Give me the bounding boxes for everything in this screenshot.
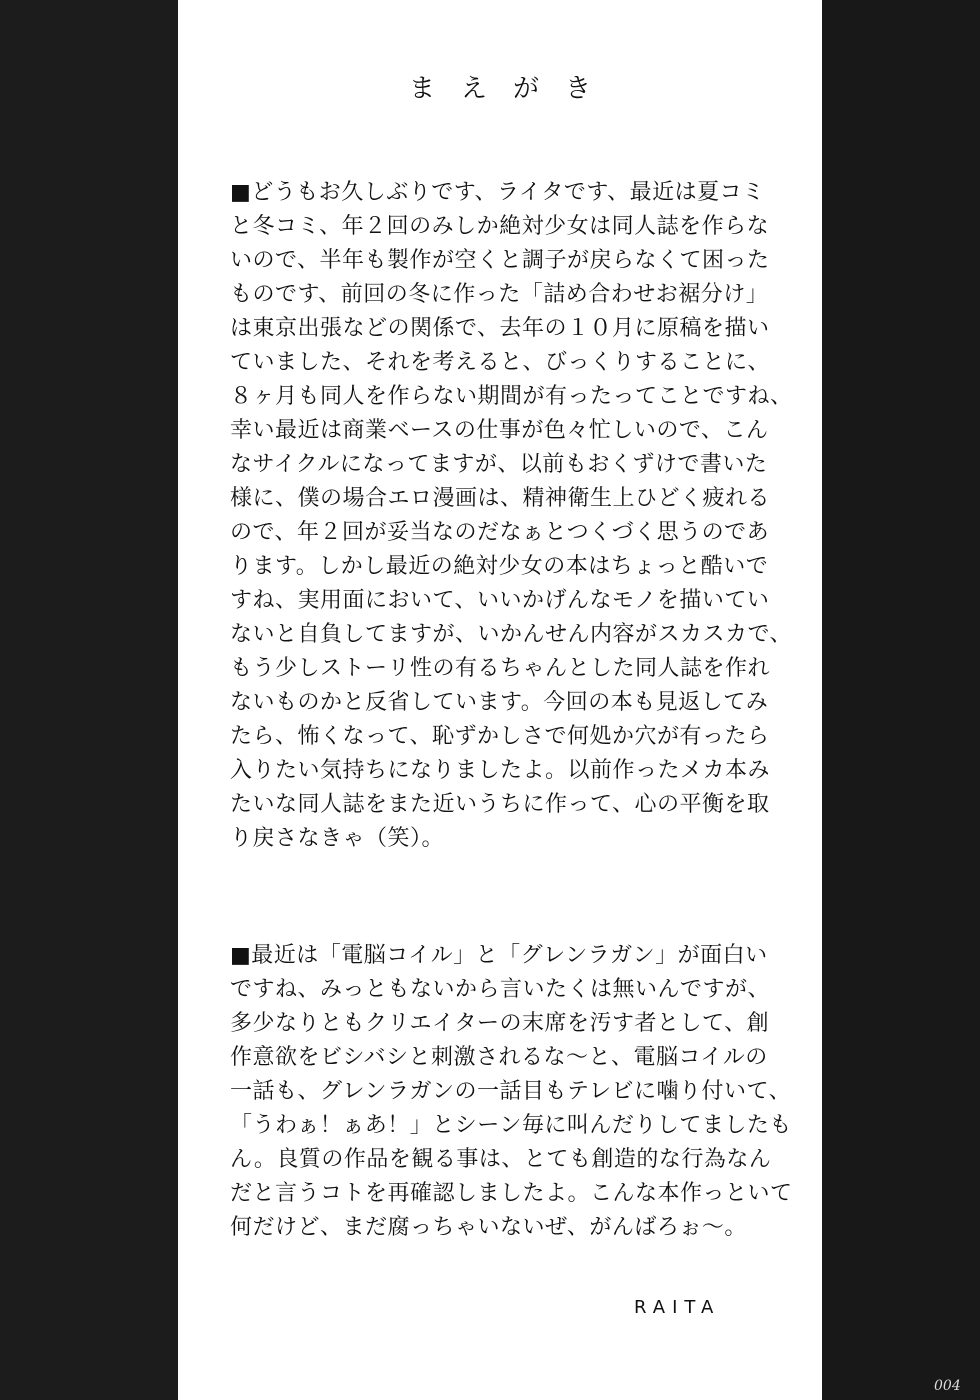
text-line: ります。しかし最近の絶対少女の本はちょっと酷いで [230,554,769,579]
text-line: り戻さなきゃ（笑）。 [230,826,445,851]
text-line: 作意欲をビシバシと刺激されるな～と、電脳コイルの [230,1045,768,1070]
text-line: ないものかと反省しています。今回の本も見返してみ [230,690,769,715]
text-line: もう少しストーリ性の有るちゃんとした同人誌を作れ [230,656,771,681]
text-line: ていました、それを考えると、びっくりすることに、 [230,350,771,375]
paragraph-2 [230,939,793,1245]
paragraph-1 [230,176,793,856]
text-line: 一話も、グレンラガンの一話目もテレビに噛り付いて、 [230,1079,792,1104]
text-line: いので、半年も製作が空くと調子が戻らなくて困った [230,248,770,273]
text-line: ですね、みっともないから言いたくは無いんですが、 [230,977,771,1002]
left-dark-border [0,0,178,1400]
text-line: ８ヶ月も同人を作らない期間が有ったってことですね、 [230,384,793,409]
text-line: ものです、前回の冬に作った「詰め合わせお裾分け」 [230,282,769,307]
text-line: と冬コミ、年２回のみしか絶対少女は同人誌を作らな [230,214,770,239]
text-line: ので、年２回が妥当なのだなぁとつくづく思うのであ [230,520,770,545]
text-line: 幸い最近は商業ベースの仕事が色々忙しいので、こん [230,418,769,443]
text-line: は東京出張などの関係で、去年の１０月に原稿を描い [230,316,770,341]
text-line: たら、怖くなって、恥ずかしさで何処か穴が有ったら [230,724,770,749]
text-line: ん。良質の作品を観る事は、とても創造的な行為なん [230,1147,772,1172]
author-signature: RAITA [634,1297,721,1318]
text-line: なサイクルになってますが、以前もおくずけで書いた [230,452,768,477]
text-line: すね、実用面において、いいかげんなモノを描いてい [230,588,770,613]
text-line: 様に、僕の場合エロ漫画は、精神衛生上ひどく疲れる [230,486,771,511]
text-line: ないと自負してますが、いかんせん内容がスカスカで、 [230,622,793,647]
text-line: ■最近は「電脳コイル」と「グレンラガン」が面白い [230,943,768,968]
right-dark-border [822,0,980,1400]
text-line: 何だけど、まだ腐っちゃいないぜ、がんばろぉ～。 [230,1215,747,1240]
text-line: 入りたい気持ちになりましたよ。以前作ったメカ本み [230,758,771,783]
page-number: 004 [934,1378,961,1394]
text-line: たいな同人誌をまた近いうちに作って、心の平衡を取 [230,792,770,817]
text-line: 多少なりともクリエイターの末席を汚す者として、創 [230,1011,770,1036]
text-line: だと言うコトを再確認しましたよ。こんな本作っといて [230,1181,793,1206]
text-line: 「うわぁ！ぁあ！」とシーン毎に叫んだりしてましたも [230,1113,792,1138]
text-line: ■どうもお久しぶりです、ライタです、最近は夏コミ [230,180,765,205]
page-title: まえがき [408,74,617,104]
